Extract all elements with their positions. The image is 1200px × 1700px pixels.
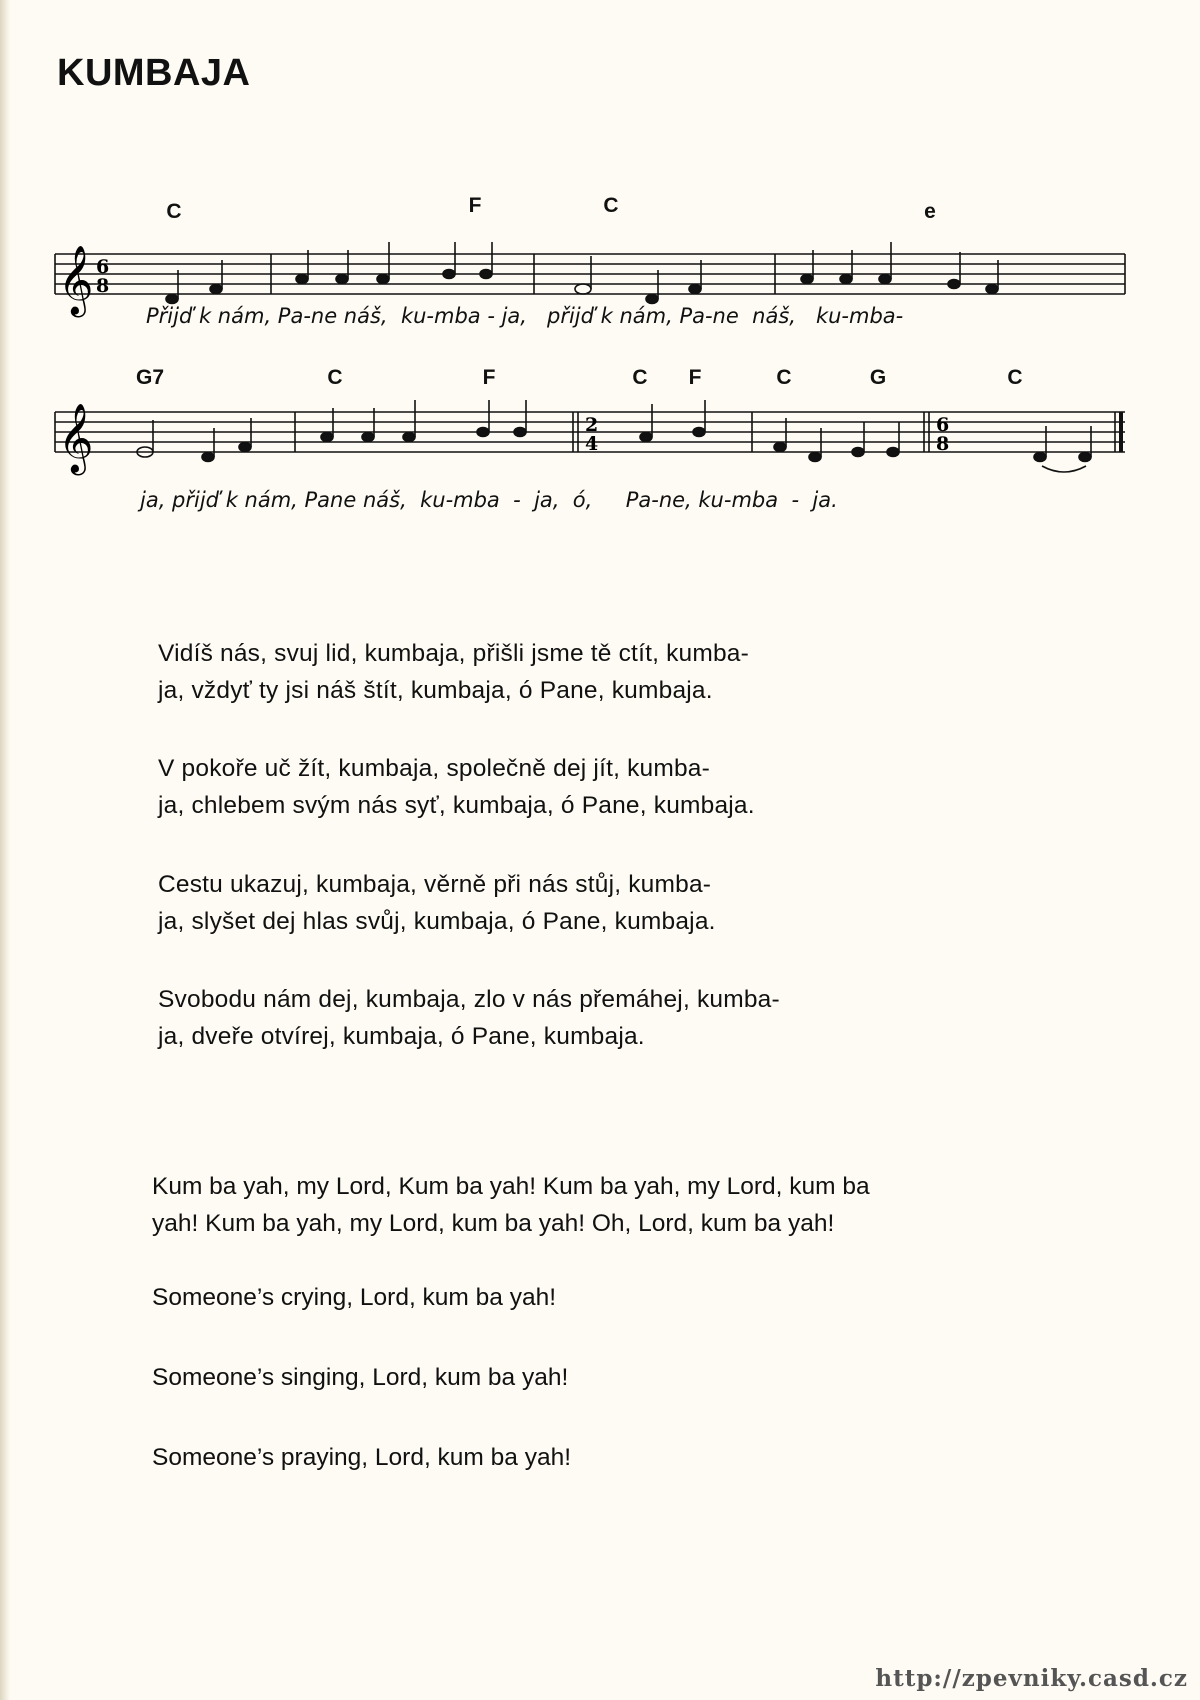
staff-row-2: [40, 360, 1140, 510]
svg-text:6: 6: [96, 256, 110, 278]
verse-line: ja, chlebem svým nás syť, kumbaja, ó Pane, kumbaja.: [158, 792, 755, 819]
song-title: KUMBAJA: [57, 52, 251, 94]
lyrics-line: ja, přijď k nám, Pane náš, ku-mba - ja, ó, Pa-ne, ku-mba - ja.: [140, 488, 838, 512]
staff-notation: [40, 378, 1140, 478]
verse-line: yah! Kum ba yah, my Lord, kum ba yah! Oh, Lord, kum ba yah!: [152, 1210, 835, 1237]
verse-line: ja, dveře otvírej, kumbaja, ó Pane, kumbaja.: [158, 1023, 645, 1050]
verse-line: Kum ba yah, my Lord, Kum ba yah! Kum ba yah, my Lord, kum ba: [152, 1173, 870, 1200]
verse-line: V pokoře uč žít, kumbaja, společně dej jít, kumba-: [158, 755, 710, 782]
svg-text:8: 8: [936, 433, 950, 455]
czech-verse: [158, 635, 749, 709]
czech-verse: [158, 866, 716, 940]
verse-line: Svobodu nám dej, kumbaja, zlo v nás přemáhej, kumba-: [158, 986, 780, 1013]
chord: C: [1007, 366, 1023, 389]
chord: G: [869, 366, 887, 389]
time-signature: [96, 256, 109, 297]
svg-text:6: 6: [936, 414, 950, 436]
english-chorus: [152, 1168, 870, 1242]
chord: C: [632, 366, 648, 389]
chord: C: [776, 366, 792, 389]
chord: C: [327, 366, 343, 389]
english-line: Someone’s praying, Lord, kum ba yah!: [152, 1444, 572, 1471]
chord: G7: [135, 366, 165, 389]
lyrics-line: Přijď k nám, Pa-ne náš, ku-mba - ja, přijď k nám, Pa-ne náš, ku-mba-: [146, 304, 904, 328]
english-line: Someone’s singing, Lord, kum ba yah!: [152, 1364, 569, 1391]
verse-line: Vidíš nás, svuj lid, kumbaja, přišli jsme tě ctít, kumba-: [158, 640, 749, 667]
svg-text:4: 4: [585, 433, 599, 455]
staff-row-1: [40, 194, 1140, 340]
verse-line: Cestu ukazuj, kumbaja, věrně při nás stůj, kumba-: [158, 871, 712, 898]
czech-verse: [158, 750, 755, 824]
page-edge: [0, 0, 10, 1700]
svg-text:2: 2: [585, 414, 599, 436]
chord: e: [924, 200, 936, 223]
svg-text:8: 8: [96, 275, 110, 297]
treble-clef-icon: 𝄞: [58, 403, 94, 473]
czech-verse: [158, 981, 780, 1055]
source-url: http://zpevniky.casd.cz: [875, 1665, 1188, 1692]
chord: F: [468, 194, 482, 217]
verse-line: ja, slyšet dej hlas svůj, kumbaja, ó Pane, kumbaja.: [158, 908, 716, 935]
chord: F: [482, 366, 496, 389]
verse-line: ja, vždyť ty jsi náš štít, kumbaja, ó Pane, kumbaja.: [158, 677, 713, 704]
chord: C: [166, 200, 182, 223]
chord: F: [688, 366, 702, 389]
english-line: Someone’s crying, Lord, kum ba yah!: [152, 1284, 557, 1311]
treble-clef-icon: 𝄞: [58, 245, 94, 315]
chord: C: [603, 194, 619, 217]
